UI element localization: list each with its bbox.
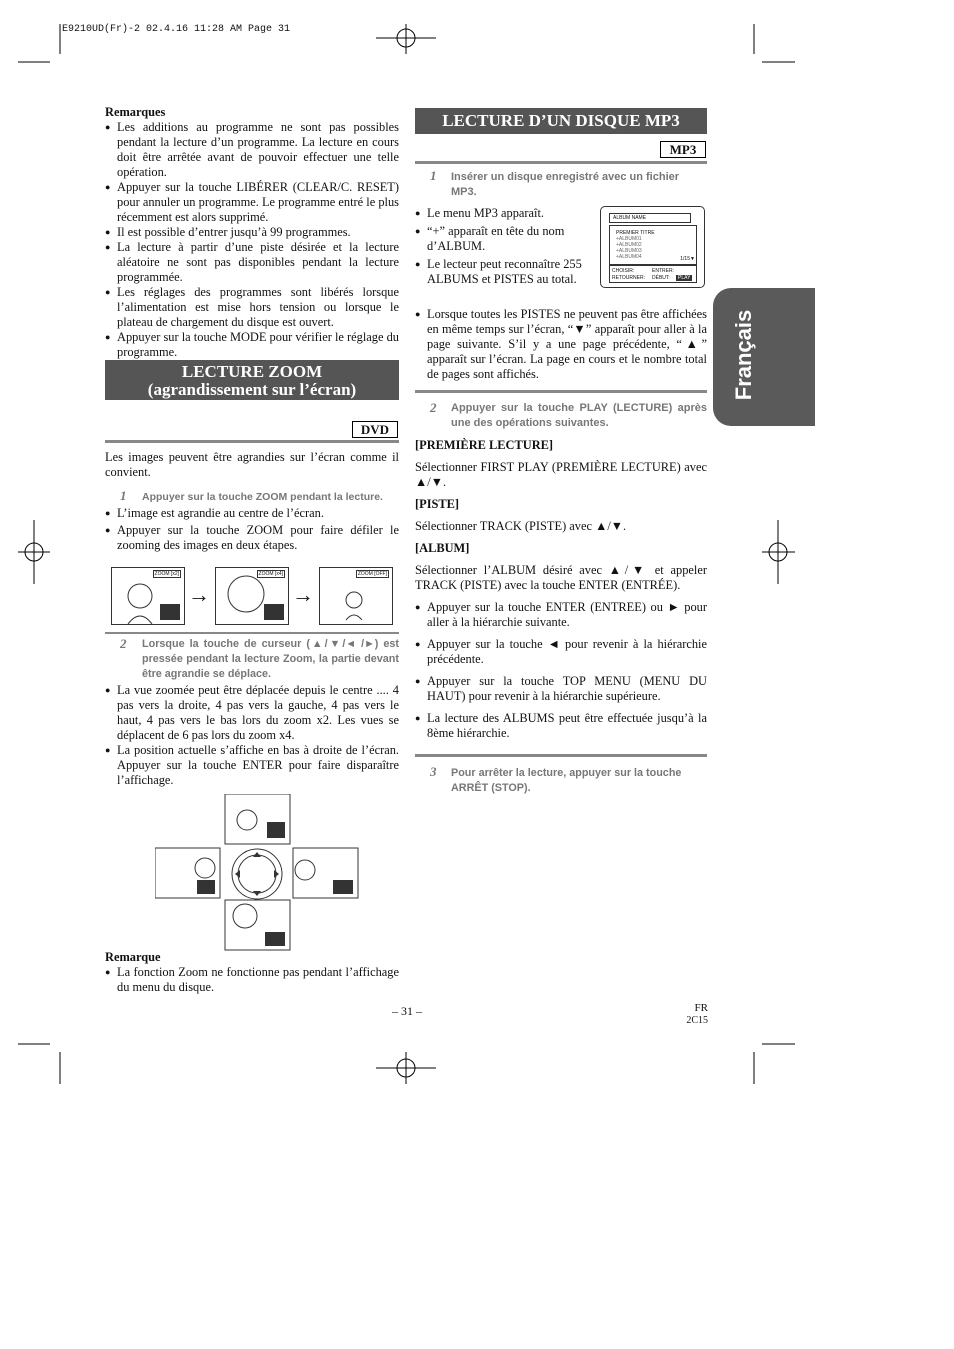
list-item: ● Le lecteur peut reconnaître 255 ALBUMS et PISTES au total. xyxy=(415,257,595,287)
zoom-label: ZOOM [x4] xyxy=(258,571,283,577)
zoom-step1-bullets xyxy=(105,506,399,553)
piste-text: Sélectionner TRACK (PISTE) avec ▲/▼. xyxy=(415,519,627,533)
list-item: ● Le menu MP3 apparaît. xyxy=(415,206,595,221)
model-code: 2C15 xyxy=(686,1015,708,1026)
list-item: ● La lecture des ALBUMS peut être effectuée jusqu’à la 8ème hiérarchie. xyxy=(415,711,707,741)
menu-down-arrow-icon: ▼ xyxy=(690,256,695,262)
arrow-right-icon: → xyxy=(188,582,210,607)
language-tab xyxy=(713,288,815,426)
mp3-step3: Pour arrêter la lecture, appuyer sur la touche ARRÊT (STOP). xyxy=(451,767,682,794)
section-first-play: [PREMIÈRE LECTURE] xyxy=(415,438,554,452)
list-item: ● Les réglages des programmes sont libérés lorsque l’alimentation est mise hors tension ou lorsque le plateau de chargement du disque est ouvert. xyxy=(105,285,399,330)
mp3-title: LECTURE D’UN DISQUE MP3 xyxy=(442,111,680,130)
divider xyxy=(415,161,707,164)
list-item: ● Appuyer sur la touche ENTER (ENTREE) ou ► pour aller à la hiérarchie suivante. xyxy=(415,600,707,630)
step-number: 3 xyxy=(430,764,437,779)
zoom-label: ZOOM [OFF] xyxy=(357,571,387,577)
zoom-pan-diagram xyxy=(155,794,360,952)
divider xyxy=(415,390,707,393)
zoom-x2-thumbnail xyxy=(111,567,185,625)
zoom-x4-thumbnail xyxy=(215,567,289,625)
zoom-section-heading xyxy=(105,360,399,400)
divider xyxy=(105,440,399,443)
menu-debut: DÉBUT: xyxy=(652,275,670,281)
menu-page-count: 1/15 xyxy=(680,256,690,262)
zoom-intro: Les images peuvent être agrandies sur l’écran comme il convient. xyxy=(105,450,399,479)
remarque-block xyxy=(105,950,399,995)
list-item: ● Les additions au programme ne sont pas possibles pendant la lecture d’un programme. La lecture en cours doit être arrêtée avant de pouvoir effectuer une telle opération. xyxy=(105,120,399,180)
menu-first-title: PREMIER TITRE xyxy=(616,230,655,236)
step-number: 2 xyxy=(430,400,437,415)
zoom-off-thumbnail xyxy=(319,567,393,625)
menu-play-key: PLAY xyxy=(678,275,691,281)
language-tab-label: Français xyxy=(731,309,756,401)
mp3-options xyxy=(415,438,707,741)
list-item: ● L’image est agrandie au centre de l’écran. xyxy=(105,506,399,521)
remarque-title: Remarque xyxy=(105,950,161,964)
mp3-menu-screen xyxy=(600,206,705,288)
menu-retourner: RETOURNER: xyxy=(612,275,645,281)
arrow-right-icon: → xyxy=(292,582,314,607)
mp3-badge: MP3 xyxy=(660,141,706,158)
zoom-label: ZOOM [x2] xyxy=(154,571,179,577)
menu-entrer: ENTRER: xyxy=(652,268,674,274)
menu-choisir: CHOISIR: xyxy=(612,268,635,274)
list-item: ● Il est possible d’entrer jusqu’à 99 programmes. xyxy=(105,225,399,240)
list-item: ● Appuyer sur la touche TOP MENU (MENU DU HAUT) pour revenir à la hiérarchie supérieure. xyxy=(415,674,707,704)
remarques-title: Remarques xyxy=(105,105,166,119)
menu-item: +ALBUM02 xyxy=(616,242,642,248)
mp3-step1: Insérer un disque enregistré avec un fichier MP3. xyxy=(451,171,680,198)
album-text: Sélectionner l’ALBUM désiré avec ▲/▼ et appeler TRACK (PISTE) avec la touche ENTER (ENTRÉE). xyxy=(415,563,707,592)
page-number: – 31 – xyxy=(392,1004,422,1018)
mp3-section-heading xyxy=(415,108,707,134)
zoom-step2: Lorsque la touche de curseur (▲/▼/◄ /►) est pressée pendant la lecture Zoom, la partie devant être agrandie se déplace. xyxy=(142,638,399,680)
zoom-title-line2: (agrandissement sur l’écran) xyxy=(147,380,357,399)
section-piste: [PISTE] xyxy=(415,497,460,511)
list-item: ● La fonction Zoom ne fonctionne pas pendant l’affichage du menu du disque. xyxy=(105,965,399,995)
list-item: ● La vue zoomée peut être déplacée depuis le centre .... 4 pas vers la droite, 4 pas vers la gauche, 4 pas vers le haut, 4 pas vers le bas lors du zoom x2. Les vues se déplacent de 6 pas lors du zoom x4. xyxy=(105,683,399,743)
mp3-step1-bullets-long xyxy=(415,307,707,382)
print-slug: E9210UD(Fr)-2 02.4.16 11:28 AM Page 31 xyxy=(62,24,291,35)
list-item: ● Appuyer sur la touche ZOOM pour faire défiler le zooming des images en deux étapes. xyxy=(105,523,399,553)
zoom-step1: Appuyer sur la touche ZOOM pendant la lecture. xyxy=(142,491,383,503)
mp3-step2: Appuyer sur la touche PLAY (LECTURE) après une des opérations suivantes. xyxy=(451,402,707,429)
dvd-badge: DVD xyxy=(352,421,398,438)
divider xyxy=(415,754,707,757)
list-item: ● La position actuelle s’affiche en bas à droite de l’écran. Appuyer sur la touche ENTER pour faire disparaître l’affichage. xyxy=(105,743,399,788)
list-item: ● La lecture à partir d’une piste désirée et la lecture aléatoire ne sont pas disponibles pendant la lecture programmée. xyxy=(105,240,399,285)
first-play-text: Sélectionner FIRST PLAY (PREMIÈRE LECTURE) avec ▲/▼. xyxy=(415,460,707,489)
menu-controls xyxy=(609,265,697,283)
step-number: 1 xyxy=(120,488,127,503)
list-item: ● Appuyer sur la touche MODE pour vérifier le réglage du programme. xyxy=(105,330,399,360)
divider xyxy=(105,632,399,634)
zoom-title-line1: LECTURE ZOOM xyxy=(181,362,323,381)
left-column xyxy=(105,105,399,360)
zoom-intro-block xyxy=(105,450,399,480)
menu-item: +ALBUM03 xyxy=(616,248,642,254)
menu-list-box xyxy=(609,225,697,265)
menu-item: +ALBUM01 xyxy=(616,236,642,242)
language-code: FR xyxy=(694,1002,708,1014)
menu-item: +ALBUM04 xyxy=(616,254,642,260)
step-number: 2 xyxy=(120,636,127,651)
menu-album-name: ALBUM NAME xyxy=(609,213,691,223)
zoom-step2-bullets xyxy=(105,683,399,788)
list-item: ● Appuyer sur la touche LIBÉRER (CLEAR/C. RESET) pour annuler un programme. Le programme entré le plus récemment est alors supprimé. xyxy=(105,180,399,225)
list-item: ● “+” apparaît en tête du nom d’ALBUM. xyxy=(415,224,595,254)
list-item: ● Appuyer sur la touche ◄ pour revenir à la hiérarchie précédente. xyxy=(415,637,707,667)
mp3-step1-bullets-short xyxy=(415,206,595,287)
step-number: 1 xyxy=(430,168,437,183)
list-item: ● Lorsque toutes les PISTES ne peuvent pas être affichées en même temps sur l’écran, “▼” apparaît pour aller à la page suivante. S’il y a une page précédente, “▲” apparaît sur l’écran. La page en cours et le nombre total de pages sont affichés. xyxy=(415,307,707,382)
section-album: [ALBUM] xyxy=(415,541,470,555)
